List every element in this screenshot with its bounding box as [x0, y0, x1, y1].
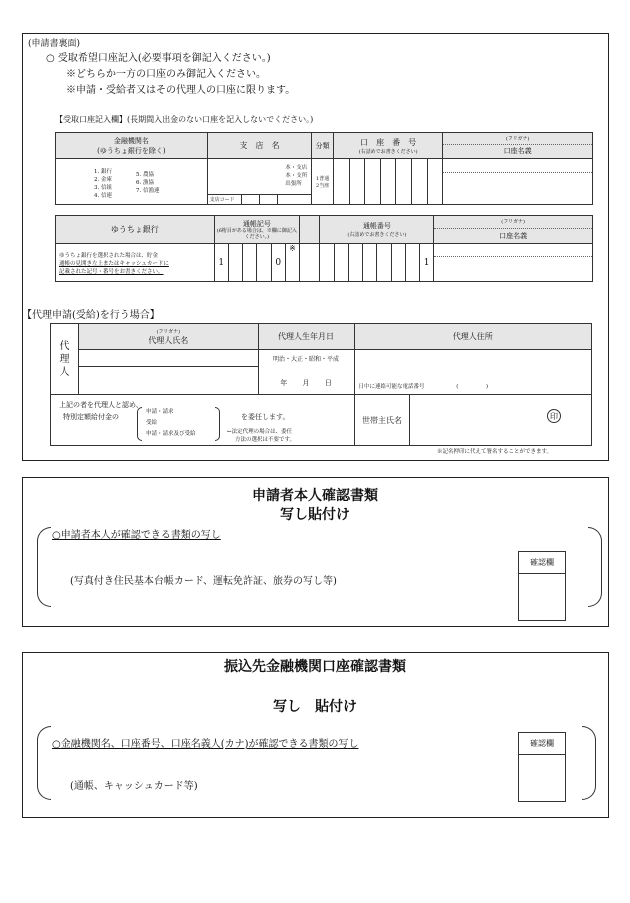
col-account-number: 口 座 番 号 (右詰めでお書きください)	[333, 133, 442, 159]
identity-section-title: 申請者本人確認書類	[252, 488, 378, 504]
account-digit[interactable]	[396, 159, 412, 205]
col-type: 分類	[312, 133, 334, 159]
passbook-number-digit[interactable]	[348, 244, 362, 282]
bank-check-label: 確認欄	[519, 733, 565, 755]
yucho-account-table	[55, 215, 593, 282]
account-digit[interactable]	[349, 159, 365, 205]
passbook-symbol-digit[interactable]	[243, 244, 257, 282]
passbook-symbol-digit[interactable]: 1	[214, 244, 228, 282]
yucho-instruction: ゆうちょ銀行を選択された場合は、貯金 通帳の見開き左上またはキャッシュカードに 記載された記号・番号をお書きください。	[56, 244, 215, 282]
passbook-number-digit[interactable]	[363, 244, 377, 282]
bank-section-title: 振込先金融機関口座確認書類	[224, 659, 406, 675]
note-applicant-only: ※申請・受給者又はその代理人の口座に限ります。	[66, 85, 296, 96]
proxy-address-input[interactable]: 日中に連絡可能な電話番号 ( )	[354, 350, 592, 395]
seal-icon: 印	[547, 409, 561, 423]
delegate-option[interactable]: 申請・請求及び受給	[146, 431, 196, 437]
account-type-options[interactable]: 1普通 2当座	[312, 159, 334, 205]
passbook-number-digit[interactable]	[405, 244, 419, 282]
delegate-option[interactable]: 受給	[146, 420, 158, 426]
proxy-name-input[interactable]	[78, 367, 258, 395]
proxy-heading: 【代理申請(受給)を行う場合】	[22, 310, 160, 321]
col-yucho-holder: (フリガナ) 口座名義	[434, 216, 593, 244]
back-side-label: (申請書裏面)	[28, 39, 81, 49]
delegate-option[interactable]: 申請・請求	[146, 409, 174, 415]
col-proxy-name: (フリガナ) 代理人氏名	[78, 324, 258, 350]
passbook-symbol-sixth-digit[interactable]: ※	[285, 244, 299, 282]
signature-note: ※記名押印に代えて署名することができます。	[437, 449, 553, 455]
col-account-holder: (フリガナ) 口座名義	[443, 133, 593, 159]
account-digit[interactable]	[427, 159, 443, 205]
passbook-number-digit[interactable]	[377, 244, 391, 282]
account-field-label: 【受取口座記入欄】(長期間入出金のない口座を記入しないでください。)	[55, 115, 314, 124]
col-yucho-bank: ゆうちょ銀行	[56, 216, 215, 244]
institution-options[interactable]: 1. 銀行 2. 金庫 3. 信組 4. 信連 5. 農協 6. 漁協 7. 信漁連	[56, 159, 208, 205]
col-branch: 支 店 名	[207, 133, 312, 159]
note-one-account: ※どちらか一方の口座のみ御記入ください。	[66, 69, 266, 80]
account-digit[interactable]	[412, 159, 428, 205]
account-digit[interactable]	[365, 159, 381, 205]
col-institution: 金融機関名 (ゆうちょ銀行を除く)	[56, 133, 208, 159]
passbook-symbol-digit[interactable]	[257, 244, 271, 282]
account-digit[interactable]	[380, 159, 396, 205]
branch-cell[interactable]: 本・支店 本・支所 出張所 支店コード	[207, 159, 312, 205]
identity-item-label: ○申請者本人が確認できる書類の写し	[52, 530, 221, 541]
passbook-number-digit[interactable]	[334, 244, 348, 282]
bank-check-box[interactable]	[518, 732, 566, 802]
col-proxy-birth: 代理人生年月日	[258, 324, 354, 350]
proxy-birth-input[interactable]: 明治・大正・昭和・平成 年 月 日	[258, 350, 354, 395]
proxy-side-label: 代理人	[51, 324, 79, 395]
proxy-consent: 上記の者を代理人と認め、 特別定額給付金の 申請・請求 受給 申請・請求及び受給 を委任します。 ←法定代理の場合は、委任 方法の選択は不要です。	[51, 395, 355, 446]
identity-check-box[interactable]	[518, 551, 566, 621]
bank-examples: (通帳、キャッシュカード等)	[70, 781, 198, 792]
householder-input[interactable]	[410, 395, 592, 446]
yucho-holder-input[interactable]	[434, 244, 593, 282]
passbook-number-digit[interactable]	[391, 244, 405, 282]
col-passbook-symbol: 通帳記号 (6桁目がある場合は、※欄に御記入ください。)	[214, 216, 299, 244]
identity-check-label: 確認欄	[519, 552, 565, 574]
bank-section-subtitle: 写し 貼付け	[273, 699, 357, 715]
passbook-symbol-digit[interactable]	[228, 244, 242, 282]
bank-account-table	[55, 132, 593, 205]
householder-label: 世帯主氏名	[354, 395, 410, 446]
passbook-number-digit[interactable]	[320, 244, 334, 282]
account-entry-heading: ○ 受取希望口座記入(必要事項を御記入ください。)	[46, 53, 271, 64]
identity-section-subtitle: 写し貼付け	[280, 507, 350, 523]
proxy-furigana-input[interactable]	[78, 350, 258, 367]
bank-item-label: ○金融機関名、口座番号、口座名義人(カナ)が確認できる書類の写し	[52, 739, 359, 750]
passbook-number-digit[interactable]: 1	[420, 244, 434, 282]
proxy-table	[50, 323, 592, 446]
account-digit[interactable]	[333, 159, 349, 205]
passbook-symbol-digit[interactable]: 0	[271, 244, 285, 282]
col-passbook-number: 通帳番号 (右詰めでお書きください)	[320, 216, 434, 244]
identity-examples: (写真付き住民基本台帳カード、運転免許証、旅券の写し等)	[70, 576, 337, 587]
col-proxy-address: 代理人住所	[354, 324, 592, 350]
account-holder-input[interactable]	[443, 159, 593, 205]
